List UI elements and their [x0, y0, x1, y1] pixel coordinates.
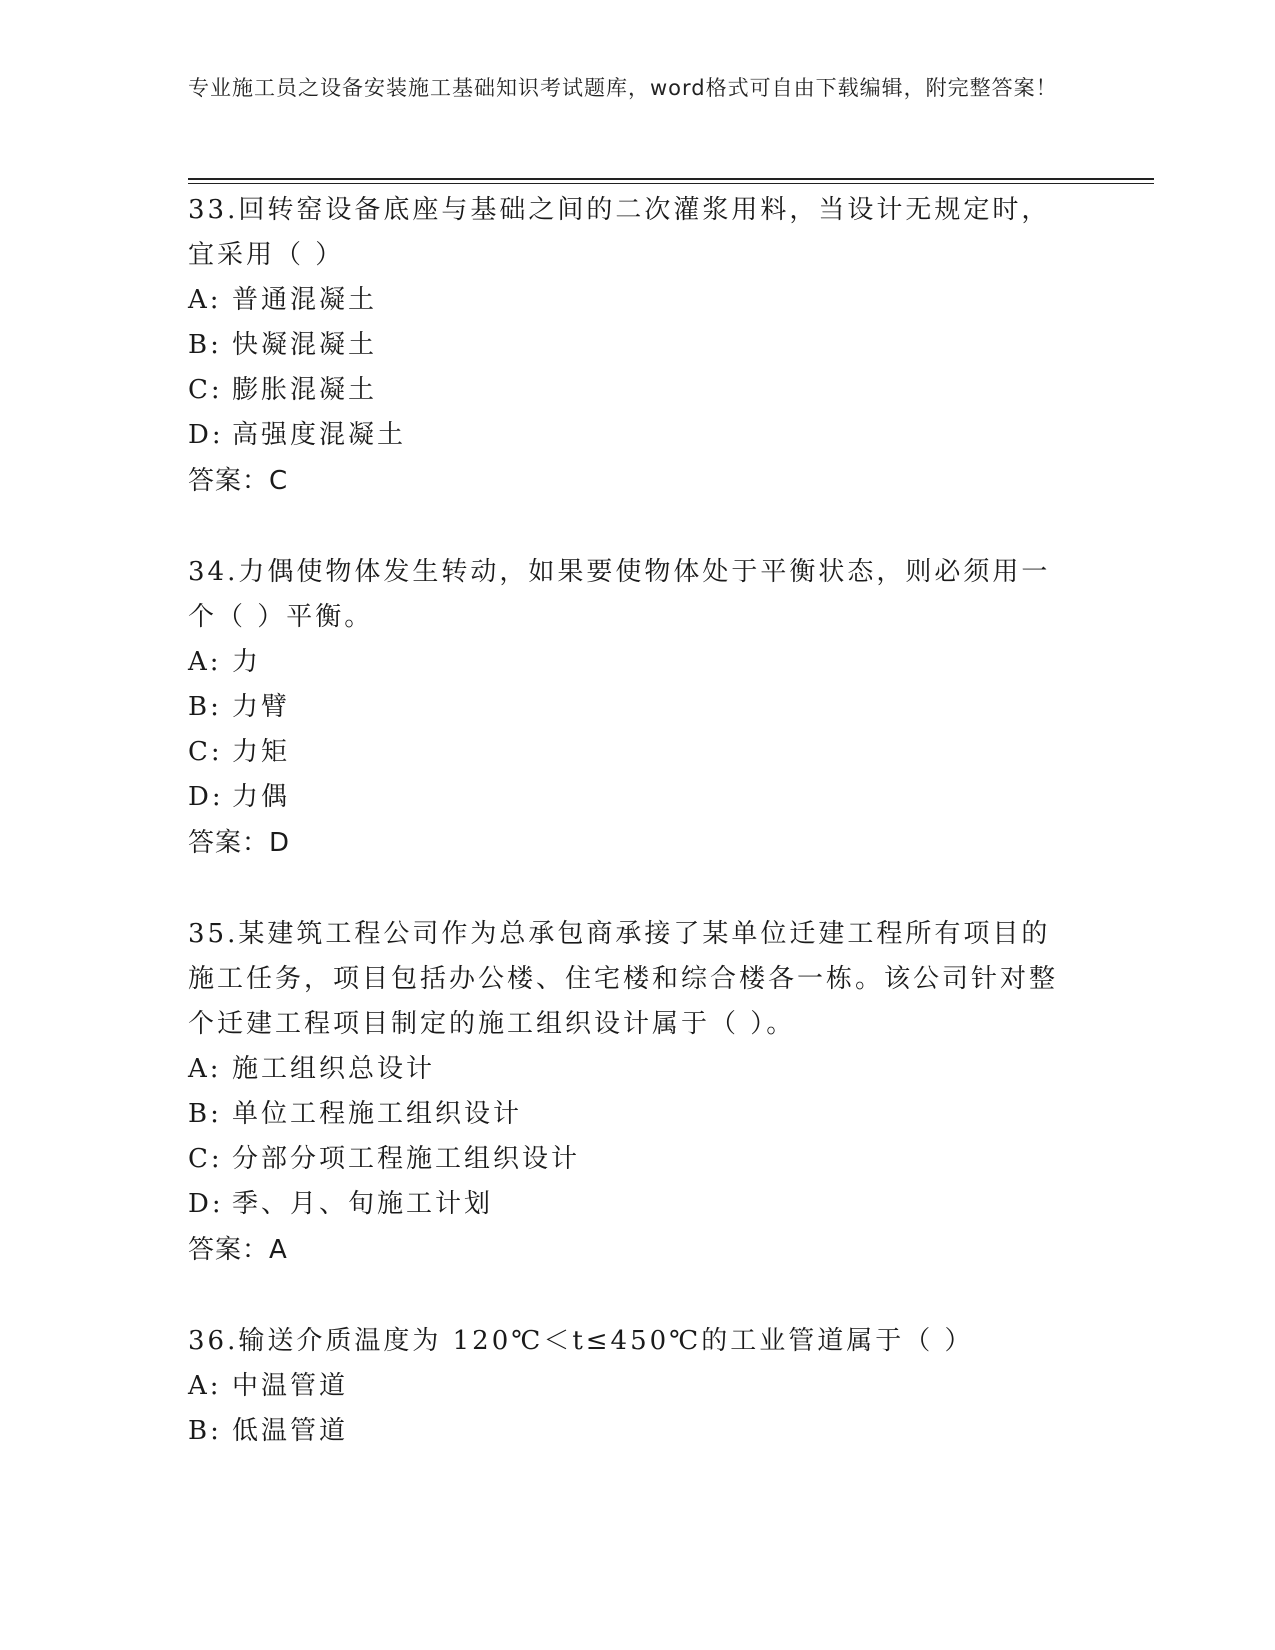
option-text: 膨胀混凝土 [232, 375, 378, 405]
option-b [188, 1092, 1068, 1137]
document-header [188, 72, 1068, 104]
option-text: 高强度混凝土 [232, 420, 407, 450]
header-text: 专业施工员之设备安装施工基础知识考试题库，word格式可自由下载编辑，附完整答案！ [188, 76, 1058, 100]
option-c [188, 1137, 1068, 1182]
header-divider-thick [188, 178, 1154, 180]
answer-line: 答案：D [188, 828, 291, 858]
option-text: 分部分项工程施工组织设计 [232, 1144, 581, 1174]
option-letter: B: [188, 692, 222, 722]
option-letter: B: [188, 330, 222, 360]
option-letter: D: [188, 420, 224, 450]
option-letter: A: [188, 1054, 222, 1084]
question-33 [188, 188, 1068, 504]
option-text: 普通混凝土 [232, 285, 378, 315]
option-letter: A: [188, 1371, 222, 1401]
answer-line: 答案：C [188, 466, 289, 496]
option-text: 施工组织总设计 [232, 1054, 436, 1084]
option-a [188, 278, 1068, 323]
option-text: 力偶 [232, 782, 291, 812]
option-letter: D: [188, 782, 224, 812]
option-letter: D: [188, 1189, 224, 1219]
question-text: 34.力偶使物体发生转动，如果要使物体处于平衡状态，则必须用一个（ ）平衡。 [188, 557, 1051, 632]
option-letter: C: [188, 375, 223, 405]
option-letter: A: [188, 285, 222, 315]
question-text: 33.回转窑设备底座与基础之间的二次灌浆用料，当设计无规定时，宜采用（ ） [188, 195, 1051, 270]
option-b [188, 685, 1068, 730]
option-text: 低温管道 [232, 1416, 349, 1446]
option-letter: A: [188, 647, 222, 677]
header-divider-thin [188, 183, 1154, 184]
question-text: 36.输送介质温度为 120℃＜t≤450℃的工业管道属于（ ） [188, 1326, 974, 1356]
question-text: 35.某建筑工程公司作为总承包商承接了某单位迁建工程所有项目的施工任务，项目包括办公楼、住宅楼和综合楼各一栋。该公司针对整个迁建工程项目制定的施工组织设计属于（ ）。 [188, 919, 1059, 1039]
option-text: 力臂 [232, 692, 291, 722]
option-c [188, 730, 1068, 775]
option-text: 中温管道 [232, 1371, 349, 1401]
option-text: 快凝混凝土 [232, 330, 378, 360]
option-d [188, 775, 1068, 820]
option-letter: C: [188, 737, 223, 767]
option-text: 力 [232, 647, 262, 677]
question-35 [188, 912, 1068, 1273]
option-d [188, 413, 1068, 458]
option-a [188, 640, 1068, 685]
option-text: 季、月、旬施工计划 [232, 1189, 494, 1219]
option-d [188, 1182, 1068, 1227]
answer-line: 答案：A [188, 1235, 288, 1265]
option-letter: C: [188, 1144, 223, 1174]
question-34 [188, 550, 1068, 866]
option-a [188, 1364, 1068, 1409]
option-b [188, 323, 1068, 368]
question-list [188, 188, 1068, 1500]
option-text: 力矩 [232, 737, 291, 767]
question-36 [188, 1319, 1068, 1454]
option-letter: B: [188, 1099, 222, 1129]
option-c [188, 368, 1068, 413]
option-a [188, 1047, 1068, 1092]
option-letter: B: [188, 1416, 222, 1446]
option-b [188, 1409, 1068, 1454]
option-text: 单位工程施工组织设计 [232, 1099, 523, 1129]
